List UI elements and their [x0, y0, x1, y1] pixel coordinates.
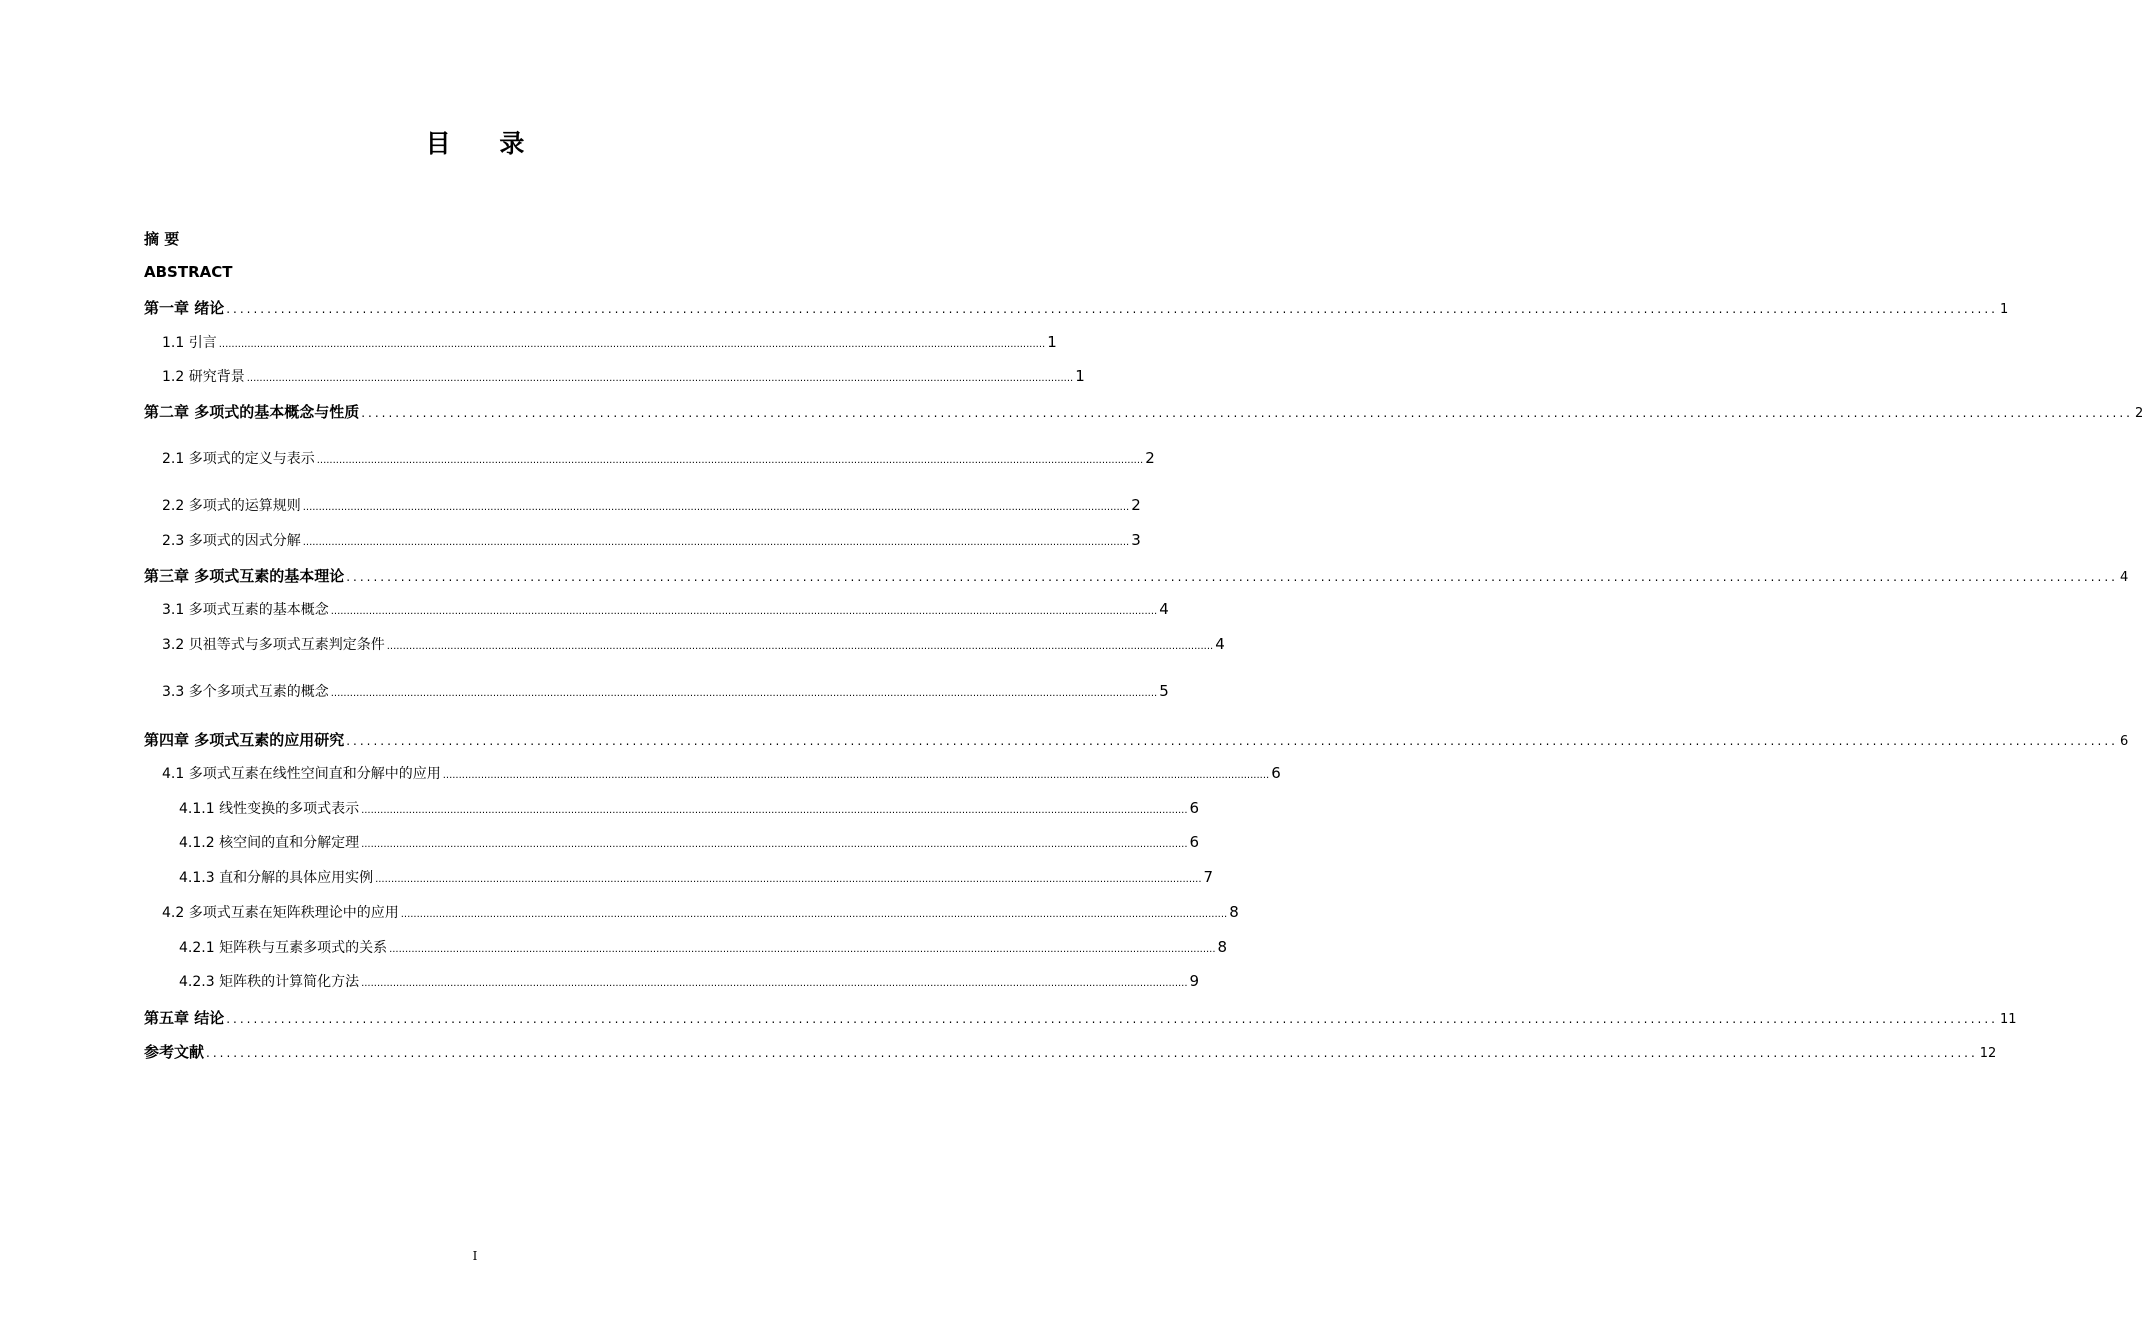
toc-entry-page: 1	[1047, 333, 1057, 351]
toc-entry-label: 参考文献	[144, 1043, 205, 1061]
toc-entry-subsection-4-1-3[interactable]	[179, 867, 1214, 887]
toc-leader: ....................................................................................................................................................................................................................................................................	[226, 1012, 1998, 1026]
toc-entry-section-1-2[interactable]	[162, 366, 1085, 386]
toc-entry-section-2-2[interactable]	[162, 495, 1141, 515]
toc-leader: ....................................................................................................................................................................................................................................................................	[361, 839, 1188, 850]
toc-entry-label: 1.1 引言	[162, 335, 217, 351]
toc-entry-section-1-1[interactable]	[162, 332, 1057, 352]
toc-entry-label: 4.2.1 矩阵秩与互素多项式的关系	[179, 940, 388, 956]
toc-leader: ....................................................................................................................................................................................................................................................................	[302, 537, 1130, 548]
toc-entry-subsection-4-2-3[interactable]	[179, 971, 1200, 991]
toc-entry-page: 4	[1215, 635, 1225, 653]
toc-leader: ....................................................................................................................................................................................................................................................................	[361, 805, 1188, 816]
toc-entry-page: 2	[1145, 449, 1155, 467]
toc-leader: ....................................................................................................................................................................................................................................................................	[316, 455, 1144, 466]
page-number: I	[472, 1249, 478, 1263]
toc-entry-section-4-1[interactable]	[162, 763, 1281, 783]
toc-entry-label: 4.1.2 核空间的直和分解定理	[179, 835, 360, 851]
toc-entry-page: 2	[2135, 406, 2143, 421]
toc-leader: ....................................................................................................................................................................................................................................................................	[246, 373, 1074, 384]
toc-entry-label: 3.2 贝祖等式与多项式互素判定条件	[162, 637, 385, 653]
toc-entry-page: 4	[2120, 570, 2129, 585]
toc-entry-label: 3.1 多项式互素的基本概念	[162, 602, 329, 618]
toc-leader: ....................................................................................................................................................................................................................................................................	[346, 570, 2118, 584]
toc-entry-chapter-3[interactable]	[144, 565, 2129, 586]
toc-entry-page: 1	[2000, 302, 2009, 317]
toc-entry-label: 2.1 多项式的定义与表示	[162, 451, 315, 467]
toc-entry-label: 3.3 多个多项式互素的概念	[162, 684, 329, 700]
toc-abstract-cn[interactable]: 摘 要	[144, 230, 180, 248]
toc-entry-page: 6	[2120, 734, 2129, 749]
toc-entry-subsection-4-1-2[interactable]	[179, 832, 1200, 852]
toc-entry-section-2-1[interactable]	[162, 448, 1155, 468]
toc-leader: ....................................................................................................................................................................................................................................................................	[375, 874, 1202, 885]
toc-leader: ....................................................................................................................................................................................................................................................................	[361, 406, 2133, 420]
toc-entry-section-3-2[interactable]	[162, 634, 1225, 654]
toc-entry-label: 第二章 多项式的基本概念与性质	[144, 403, 360, 421]
toc-leader: ....................................................................................................................................................................................................................................................................	[330, 606, 1158, 617]
toc-entry-label: 4.2.3 矩阵秩的计算简化方法	[179, 974, 360, 990]
toc-entry-chapter-2[interactable]	[144, 401, 2143, 422]
toc-entry-section-4-2[interactable]	[162, 902, 1239, 922]
toc-abstract-en[interactable]: ABSTRACT	[144, 263, 233, 281]
toc-entry-page: 9	[1189, 972, 1200, 990]
toc-leader: ....................................................................................................................................................................................................................................................................	[442, 770, 1270, 781]
toc-leader: ....................................................................................................................................................................................................................................................................	[218, 339, 1046, 350]
toc-entry-label: 第一章 绪论	[144, 299, 225, 317]
toc-leader: ....................................................................................................................................................................................................................................................................	[206, 1046, 1978, 1060]
toc-entry-label: 第三章 多项式互素的基本理论	[144, 567, 345, 585]
toc-entry-page: 11	[2000, 1012, 2017, 1027]
toc-leader: ....................................................................................................................................................................................................................................................................	[302, 502, 1130, 513]
toc-entry-page: 5	[1159, 682, 1169, 700]
toc-entry-page: 2	[1131, 496, 1141, 514]
toc-entry-page: 3	[1131, 531, 1141, 549]
toc-leader: ....................................................................................................................................................................................................................................................................	[361, 978, 1188, 989]
toc-entry-label: 4.1.1 线性变换的多项式表示	[179, 801, 360, 817]
toc-leader: ....................................................................................................................................................................................................................................................................	[346, 734, 2118, 748]
toc-entry-subsection-4-1-1[interactable]	[179, 798, 1200, 818]
toc-leader: ....................................................................................................................................................................................................................................................................	[400, 909, 1228, 920]
toc-entry-label: 1.2 研究背景	[162, 369, 245, 385]
toc-entry-page: 6	[1189, 833, 1200, 851]
toc-entry-page: 7	[1203, 868, 1214, 886]
toc-entry-label: 第五章 结论	[144, 1009, 225, 1027]
toc-entry-label: 2.3 多项式的因式分解	[162, 533, 301, 549]
toc-entry-chapter-4[interactable]	[144, 729, 2129, 750]
toc-entry-subsection-4-2-1[interactable]	[179, 937, 1228, 957]
toc-leader: ....................................................................................................................................................................................................................................................................	[389, 944, 1216, 955]
toc-entry-label: 4.1.3 直和分解的具体应用实例	[179, 870, 374, 886]
toc-title: 目 录	[425, 129, 545, 158]
toc-entry-page: 6	[1271, 764, 1281, 782]
toc-entry-page: 8	[1217, 938, 1228, 956]
toc-entry-references[interactable]	[144, 1041, 1997, 1062]
toc-entry-page: 6	[1189, 799, 1200, 817]
toc-entry-section-2-3[interactable]	[162, 530, 1141, 550]
toc-leader: ....................................................................................................................................................................................................................................................................	[330, 688, 1158, 699]
toc-entry-label: 第四章 多项式互素的应用研究	[144, 731, 345, 749]
toc-entry-chapter-1[interactable]	[144, 297, 2009, 318]
toc-entry-page: 4	[1159, 600, 1169, 618]
toc-entry-label: 4.1 多项式互素在线性空间直和分解中的应用	[162, 766, 441, 782]
toc-leader: ....................................................................................................................................................................................................................................................................	[226, 302, 1998, 316]
toc-entry-page: 1	[1075, 367, 1085, 385]
toc-entry-label: 2.2 多项式的运算规则	[162, 498, 301, 514]
toc-entry-section-3-1[interactable]	[162, 599, 1169, 619]
toc-leader: ....................................................................................................................................................................................................................................................................	[386, 641, 1214, 652]
toc-entry-page: 8	[1229, 903, 1239, 921]
toc-entry-label: 4.2 多项式互素在矩阵秩理论中的应用	[162, 905, 399, 921]
toc-entry-page: 12	[1979, 1046, 1997, 1061]
toc-entry-chapter-5[interactable]	[144, 1007, 2017, 1028]
toc-entry-section-3-3[interactable]	[162, 681, 1169, 701]
